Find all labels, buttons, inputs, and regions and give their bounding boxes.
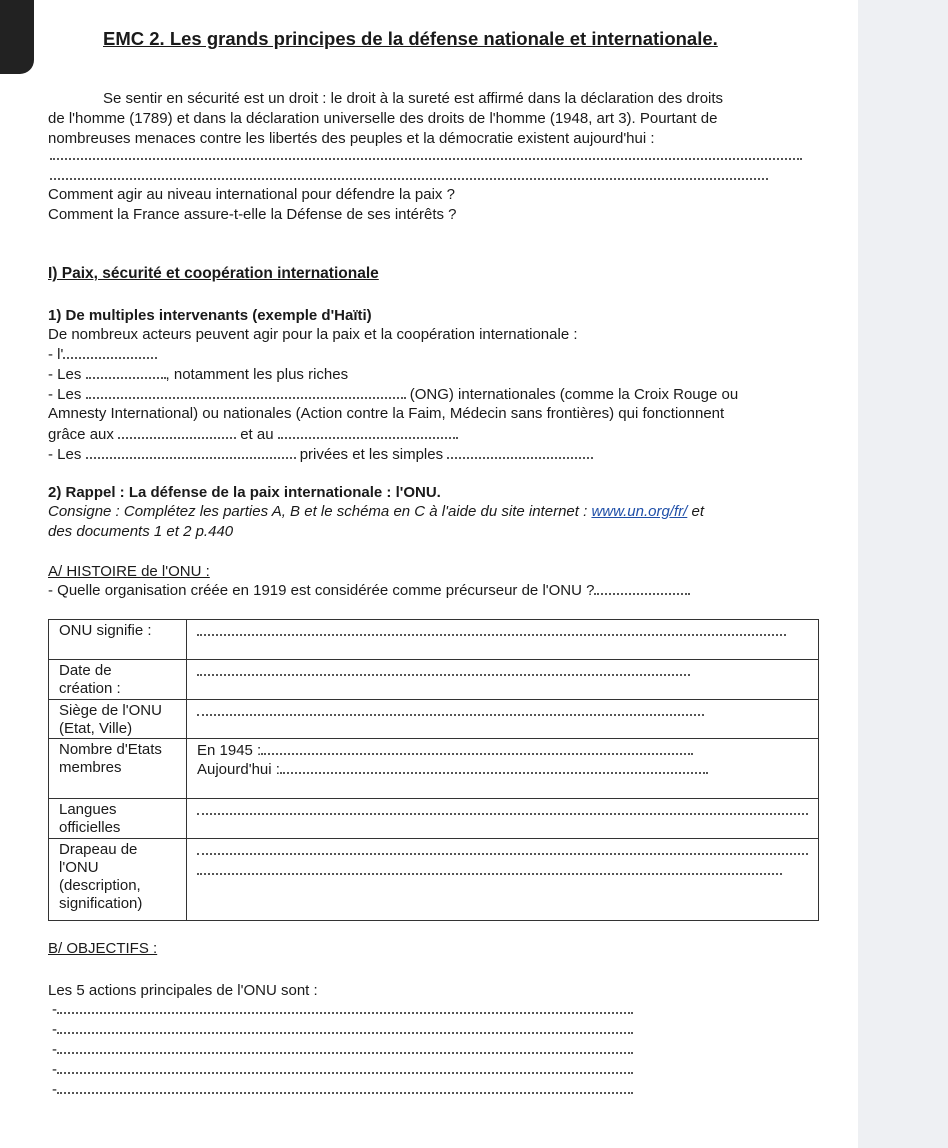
instruction-text: Consigne : Complétez les parties A, B et le schéma en C à l'aide du site internet :	[48, 503, 588, 520]
list-item-label: - Les	[48, 446, 82, 463]
table-label: Siège de l'ONU (Etat, Ville)	[49, 700, 187, 739]
answer-blank[interactable]	[63, 345, 157, 359]
part-heading: B/ OBJECTIFS :	[48, 940, 158, 957]
table-row	[49, 799, 819, 839]
table-label: ONU signifie :	[49, 620, 187, 660]
list-item	[48, 365, 348, 384]
answer-blank[interactable]	[197, 861, 782, 875]
objective-line: -	[52, 1000, 633, 1019]
answer-cell[interactable]	[187, 739, 819, 799]
answer-prompt: Aujourd'hui :	[197, 761, 280, 778]
instruction-text: et	[691, 503, 704, 520]
answer-blank[interactable]	[57, 1080, 633, 1094]
intro-line: de l'homme (1789) et dans la déclaration universelle des droits de l'homme (1948, art 3). Pourtant de	[48, 110, 718, 127]
list-item-text: (ONG) internationales (comme la Croix Rouge ou	[409, 386, 739, 403]
list-item-label: - l'	[48, 346, 64, 363]
answer-blank[interactable]	[197, 801, 808, 815]
answer-cell[interactable]	[187, 660, 819, 700]
table-row	[49, 839, 819, 921]
objective-line: -	[52, 1080, 633, 1099]
body-text: De nombreux acteurs peuvent agir pour la paix et la coopération internationale :	[48, 326, 578, 343]
table-label: Drapeau de l'ONU (description, signification)	[49, 839, 187, 921]
question	[48, 581, 690, 600]
table-row	[49, 660, 819, 700]
answer-blank[interactable]	[594, 581, 690, 595]
page-gutter	[858, 0, 948, 1148]
answer-blank[interactable]	[278, 425, 458, 439]
body-text: Amnesty International) ou nationales (Action contre la Faim, Médecin sans frontières) qui fonctionnent	[48, 405, 725, 422]
answer-cell[interactable]	[187, 620, 819, 660]
list-item-label: - Les	[48, 386, 82, 403]
answer-blank[interactable]	[57, 1040, 633, 1054]
answer-blank[interactable]	[197, 622, 786, 636]
subsection-heading: 2) Rappel : La défense de la paix internationale : l'ONU.	[48, 484, 441, 501]
answer-cell[interactable]	[187, 700, 819, 739]
question-text: - Quelle organisation créée en 1919 est considérée comme précurseur de l'ONU ?	[48, 582, 595, 599]
answer-blank[interactable]	[57, 1060, 633, 1074]
part-heading: A/ HISTOIRE de l'ONU :	[48, 563, 210, 580]
subsection-heading: 1) De multiples intervenants (exemple d'Haïti)	[48, 307, 372, 324]
answer-blank[interactable]	[57, 1020, 633, 1034]
list-item	[48, 445, 593, 464]
table-label: Date de création :	[49, 660, 187, 700]
answer-blank[interactable]	[447, 445, 593, 459]
intro-line: Se sentir en sécurité est un droit : le droit à la sureté est affirmé dans la déclaration des droits	[103, 90, 724, 107]
table-label: Nombre d'Etats membres	[49, 739, 187, 799]
list-item-text: privées et les simples	[299, 446, 444, 463]
answer-blank[interactable]	[118, 425, 236, 439]
table-row	[49, 700, 819, 739]
answer-blank[interactable]	[57, 1000, 633, 1014]
intro-question: Comment agir au niveau international pour défendre la paix ?	[48, 186, 455, 203]
list-item-text: grâce aux	[48, 426, 114, 443]
list-item	[48, 425, 458, 444]
instruction-text: des documents 1 et 2 p.440	[48, 523, 234, 540]
answer-blank[interactable]	[280, 760, 708, 774]
list-item-text: et au	[240, 426, 274, 443]
answer-blank[interactable]	[86, 445, 296, 459]
un-website-link[interactable]: www.un.org/fr/	[591, 503, 688, 520]
list-item-text: , notamment les plus riches	[165, 366, 349, 383]
answer-line[interactable]	[50, 158, 802, 160]
answer-blank[interactable]	[197, 662, 690, 676]
answer-prompt: En 1945 :	[197, 742, 262, 759]
answer-cell[interactable]	[187, 839, 819, 921]
table-row	[49, 620, 819, 660]
answer-line	[197, 760, 818, 779]
table-label: Langues officielles	[49, 799, 187, 839]
objective-line: -	[52, 1060, 633, 1079]
answer-cell[interactable]	[187, 799, 819, 839]
answer-blank[interactable]	[86, 365, 166, 379]
table-row	[49, 739, 819, 799]
body-text: Les 5 actions principales de l'ONU sont :	[48, 982, 318, 999]
answer-line	[197, 741, 818, 760]
objective-line: -	[52, 1020, 633, 1039]
intro-line: nombreuses menaces contre les libertés des peuples et la démocratie existent aujourd'hui :	[48, 130, 655, 147]
answer-blank[interactable]	[261, 741, 693, 755]
answer-blank[interactable]	[86, 385, 406, 399]
instruction	[48, 503, 704, 521]
onu-info-table	[48, 619, 819, 921]
page-title: EMC 2. Les grands principes de la défense nationale et internationale.	[103, 28, 718, 49]
list-item	[48, 385, 738, 404]
intro-question: Comment la France assure-t-elle la Défense de ses intérêts ?	[48, 206, 457, 223]
section-heading: I) Paix, sécurité et coopération internationale	[48, 265, 379, 282]
answer-line[interactable]	[50, 178, 768, 180]
objective-line: -	[52, 1040, 633, 1059]
list-item	[48, 345, 157, 364]
answer-blank[interactable]	[197, 841, 808, 855]
answer-blank[interactable]	[197, 702, 704, 716]
list-item-label: - Les	[48, 366, 82, 383]
